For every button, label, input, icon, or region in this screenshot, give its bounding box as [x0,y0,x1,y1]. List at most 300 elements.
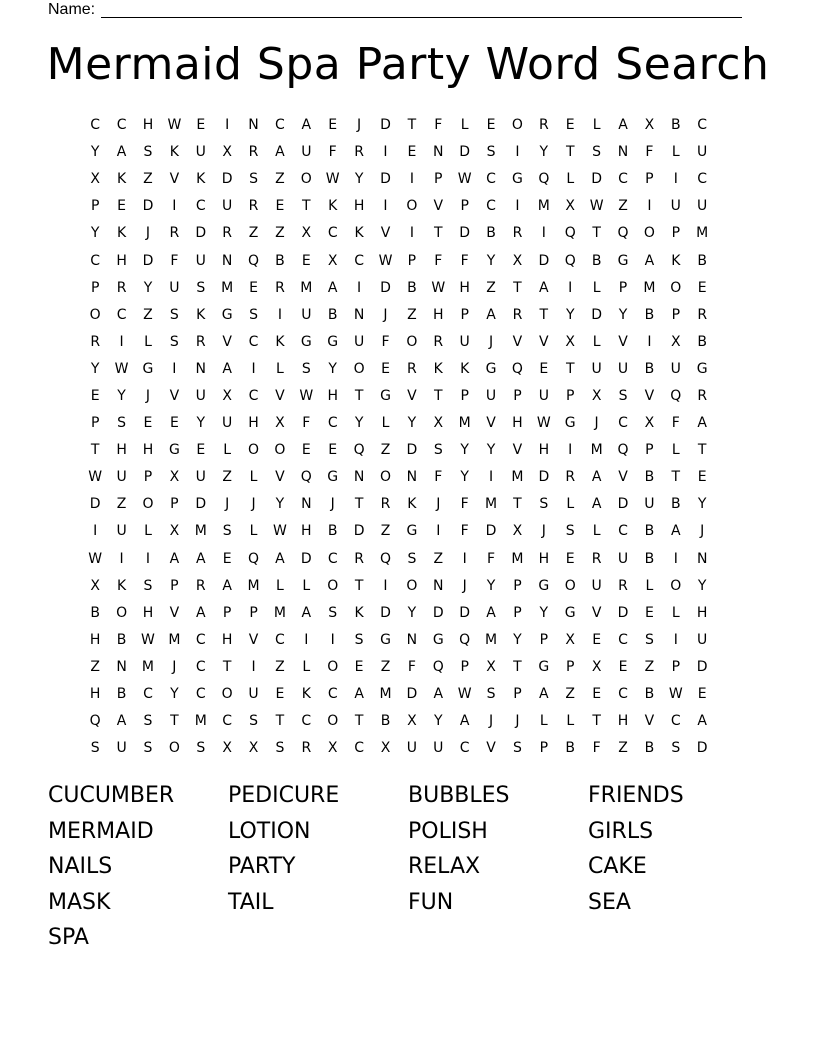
grid-letter: F [671,415,680,432]
grid-letter: T [513,279,522,296]
grid-row [82,437,742,464]
grid-letter: Z [618,198,628,215]
grid-letter: M [458,415,471,432]
grid-letter: U [248,686,259,703]
grid-letter: J [251,496,256,513]
grid-letter: F [487,550,496,567]
grid-letter: V [486,415,496,432]
grid-letter: J [145,225,151,242]
grid-letter: X [591,387,602,404]
grid-letter: Y [539,144,549,161]
grid-letter: U [195,387,206,404]
grid-letter: U [301,144,312,161]
grid-letter: A [486,306,496,323]
grid-letter: J [225,496,230,513]
grid-row [82,220,742,247]
grid-letter: G [564,415,576,432]
grid-letter: P [671,225,681,242]
grid-letter: K [433,360,443,377]
grid-letter: U [301,306,312,323]
grid-letter: W [589,198,604,215]
grid-letter: I [172,198,177,215]
grid-letter: T [565,360,575,377]
grid-letter: O [142,496,154,513]
grid-letter: P [170,577,179,594]
grid-letter: M [273,604,286,621]
grid-letter: L [592,333,601,350]
grid-letter: I [383,198,388,215]
grid-letter: A [486,604,496,621]
grid-letter: E [328,442,338,459]
grid-letter: Y [486,252,496,269]
grid-letter: W [167,117,182,134]
grid-letter: X [327,740,338,757]
grid-letter: U [670,360,681,377]
grid-letter: J [383,306,388,323]
grid-letter: T [513,658,522,675]
grid-letter: S [592,144,602,161]
grid-letter: H [696,604,708,621]
grid-letter: N [353,306,365,323]
grid-letter: U [591,577,602,594]
grid-letter: M [194,713,207,730]
grid-letter: K [116,577,127,594]
grid-letter: Q [538,171,550,188]
grid-letter: F [434,117,443,134]
grid-letter: Y [565,306,575,323]
grid-letter: Q [564,225,576,242]
grid-letter: R [512,306,523,323]
grid-letter: R [169,225,180,242]
grid-letter: D [591,306,602,323]
grid-letter: J [357,117,362,134]
grid-letter: X [222,740,232,757]
grid-letter: V [275,387,285,404]
grid-letter: S [90,740,100,757]
grid-letter: D [538,252,550,269]
grid-letter: O [406,333,418,350]
grid-letter: I [673,171,678,188]
grid-letter: C [248,387,259,404]
grid-letter: Y [354,415,364,432]
grid-letter: Q [300,469,312,486]
grid-letter: F [460,252,469,269]
grid-letter: A [671,523,681,540]
grid-letter: G [617,252,629,269]
grid-row [82,518,742,545]
grid-letter: Q [353,442,365,459]
grid-letter: D [300,550,312,567]
word-list-item: POLISH [408,818,488,844]
grid-letter: M [643,279,656,296]
grid-letter: C [275,631,285,648]
grid-letter: T [697,442,707,459]
grid-letter: Z [275,225,285,242]
grid-letter: Q [432,658,444,675]
grid-letter: X [169,469,180,486]
grid-letter: X [591,658,602,675]
word-list-item: PEDICURE [228,783,340,808]
grid-letter: W [668,686,683,703]
word-list-item: MERMAID [48,818,154,844]
grid-letter: T [433,387,443,404]
grid-letter: N [116,658,127,675]
grid-letter: V [512,333,523,350]
grid-row [82,464,742,491]
grid-row [82,302,742,329]
grid-letter: W [457,171,472,188]
grid-letter: I [225,117,230,134]
grid-letter: P [460,306,469,323]
word-list-item: FRIENDS [588,783,684,808]
grid-letter: X [644,415,655,432]
word-list-item: PARTY [228,854,296,880]
grid-letter: E [697,686,707,703]
grid-letter: H [142,604,154,621]
grid-letter: G [327,333,339,350]
grid-row [82,681,742,708]
grid-letter: C [354,740,364,757]
grid-letter: Y [90,225,100,242]
grid-letter: P [513,387,522,404]
grid-letter: X [512,252,523,269]
grid-letter: E [117,198,127,215]
grid-letter: D [617,604,629,621]
grid-letter: V [644,387,655,404]
grid-letter: H [538,442,550,459]
grid-letter: X [512,523,523,540]
grid-letter: D [195,496,207,513]
grid-letter: T [354,713,364,730]
grid-letter: S [169,333,179,350]
grid-letter: E [301,442,311,459]
grid-letter: P [90,279,100,296]
grid-letter: A [539,279,549,296]
grid-letter: W [457,686,472,703]
grid-letter: B [644,686,655,703]
grid-letter: M [168,631,181,648]
grid-letter: P [143,469,153,486]
grid-letter: N [617,144,629,161]
grid-letter: J [488,713,494,730]
word-list-item: SPA [48,925,89,951]
grid-letter: W [88,469,103,486]
grid-letter: B [591,252,602,269]
grid-letter: D [380,117,391,134]
grid-letter: T [354,496,364,513]
grid-letter: S [354,631,364,648]
grid-letter: C [327,225,338,242]
grid-letter: C [143,686,153,703]
grid-letter: S [222,523,232,540]
grid-letter: S [143,577,153,594]
grid-letter: C [327,686,338,703]
grid-letter: E [169,415,179,432]
grid-letter: F [460,523,469,540]
grid-letter: O [511,117,523,134]
grid-row [82,735,742,762]
grid-row [82,573,742,600]
grid-letter: M [485,496,498,513]
grid-letter: Z [248,225,259,242]
word-list [48,778,768,956]
grid-letter: N [248,117,259,134]
grid-letter: E [565,550,575,567]
grid-letter: F [645,144,654,161]
grid-letter: H [617,713,629,730]
grid-letter: N [696,550,708,567]
grid-letter: U [116,523,127,540]
grid-letter: T [170,713,179,730]
word-list-item: NAILS [48,854,113,880]
grid-letter: T [565,144,575,161]
grid-letter: F [381,333,390,350]
grid-letter: P [90,198,100,215]
name-label: Name: [48,1,96,18]
grid-letter: O [406,577,418,594]
grid-letter: H [116,252,127,269]
grid-letter: E [275,198,285,215]
grid-letter: K [328,198,338,215]
grid-letter: Y [143,279,153,296]
grid-letter: C [618,171,628,188]
grid-letter: D [459,604,471,621]
grid-row [82,329,742,356]
grid-letter: D [591,171,602,188]
grid-letter: O [89,306,101,323]
grid-letter: O [406,198,418,215]
grid-letter: T [302,198,311,215]
grid-letter: Z [486,279,496,296]
grid-letter: A [301,604,312,621]
grid-letter: Y [170,686,179,703]
grid-letter: W [114,360,129,377]
grid-letter: X [407,713,417,730]
grid-letter: T [222,658,232,675]
grid-letter: F [434,252,443,269]
grid-letter: H [89,631,101,648]
grid-letter: I [647,333,652,350]
grid-letter: A [697,713,707,730]
grid-letter: P [513,686,522,703]
grid-letter: M [511,550,524,567]
grid-letter: L [566,713,575,730]
grid-letter: X [222,387,232,404]
word-list-item: GIRLS [588,818,654,844]
grid-letter: I [436,523,441,540]
grid-letter: S [407,550,417,567]
grid-letter: C [618,686,628,703]
grid-letter: J [700,523,705,540]
grid-letter: L [671,442,680,459]
grid-letter: B [90,604,100,621]
grid-letter: D [617,496,629,513]
grid-letter: C [195,658,206,675]
grid-letter: M [379,686,392,703]
grid-letter: H [538,550,550,567]
grid-letter: Y [407,604,417,621]
grid-letter: O [327,577,339,594]
grid-letter: X [486,658,496,675]
grid-letter: C [90,117,101,134]
grid-letter: B [644,360,655,377]
grid-letter: R [354,550,364,567]
grid-letter: U [459,333,470,350]
grid-letter: D [696,740,708,757]
grid-letter: Q [248,252,260,269]
grid-letter: M [485,631,498,648]
grid-letter: E [486,117,496,134]
grid-letter: P [460,658,469,675]
grid-letter: K [301,686,311,703]
grid-letter: Y [486,442,496,459]
grid-letter: P [539,740,549,757]
grid-letter: U [485,387,497,404]
grid-letter: D [406,686,418,703]
grid-letter: O [116,604,128,621]
grid-letter: S [249,713,258,730]
grid-letter: S [143,713,153,730]
grid-letter: J [436,496,441,513]
grid-letter: R [195,333,206,350]
grid-letter: C [327,415,338,432]
grid-letter: C [697,171,708,188]
grid-letter: J [541,523,546,540]
grid-letter: F [592,740,601,757]
grid-letter: O [670,279,682,296]
grid-letter: J [145,387,151,404]
grid-letter: U [195,469,206,486]
grid-letter: S [196,740,206,757]
grid-letter: U [195,252,206,269]
grid-letter: C [116,306,127,323]
grid-letter: V [407,387,417,404]
grid-letter: J [594,415,599,432]
grid-letter: L [144,333,152,350]
grid-letter: I [383,577,388,594]
grid-letter: O [327,713,339,730]
grid-letter: Q [564,252,576,269]
grid-letter: A [116,713,127,730]
grid-letter: W [141,631,155,648]
grid-letter: J [172,658,177,675]
grid-letter: B [697,252,707,269]
grid-letter: G [432,631,444,648]
grid-letter: Z [222,469,232,486]
grid-letter: F [434,469,443,486]
grid-letter: A [327,279,338,296]
grid-letter: Z [380,442,391,459]
grid-letter: S [513,740,522,757]
grid-letter: I [119,333,124,350]
grid-letter: C [195,686,206,703]
grid-letter: I [488,469,494,486]
grid-letter: B [644,306,655,323]
grid-letter: X [565,631,576,648]
grid-letter: R [433,333,444,350]
grid-letter: U [538,387,549,404]
grid-letter: E [407,144,417,161]
grid-letter: R [301,740,312,757]
grid-letter: R [512,225,523,242]
grid-letter: P [434,171,443,188]
grid-letter: E [222,550,232,567]
grid-letter: I [515,144,520,161]
grid-letter: E [618,658,628,675]
grid-letter: K [169,144,179,161]
grid-letter: A [644,252,655,269]
grid-letter: W [273,523,287,540]
grid-letter: G [327,469,339,486]
grid-letter: O [353,360,365,377]
grid-letter: P [645,171,654,188]
grid-letter: B [275,252,285,269]
grid-row [82,627,742,654]
grid-letter: I [515,198,520,215]
grid-letter: Z [275,658,285,675]
grid-letter: Y [275,496,285,513]
grid-letter: S [169,306,179,323]
grid-letter: V [486,740,496,757]
grid-letter: Q [617,442,629,459]
grid-letter: X [565,198,576,215]
grid-letter: Y [697,496,707,513]
grid-letter: D [485,523,497,540]
grid-letter: K [116,171,127,188]
grid-letter: B [116,686,127,703]
grid-letter: M [221,279,234,296]
grid-letter: P [513,604,522,621]
grid-letter: D [195,225,207,242]
grid-letter: L [671,144,680,161]
grid-letter: X [565,333,576,350]
grid-letter: J [488,333,494,350]
grid-letter: L [223,442,232,459]
grid-letter: J [330,496,335,513]
grid-letter: M [141,658,155,675]
grid-letter: Q [379,550,391,567]
grid-row [82,356,742,383]
grid-letter: H [248,415,259,432]
grid-row [82,410,742,437]
grid-letter: C [301,713,312,730]
grid-letter: R [697,387,708,404]
grid-letter: V [380,225,391,242]
grid-letter: V [248,631,259,648]
grid-letter: H [353,198,365,215]
grid-letter: B [644,523,655,540]
grid-letter: F [170,252,179,269]
grid-letter: K [275,333,285,350]
grid-letter: P [90,415,100,432]
grid-letter: U [222,198,233,215]
grid-letter: O [168,740,180,757]
grid-letter: X [644,117,655,134]
grid-letter: A [301,117,312,134]
grid-row [82,708,742,735]
grid-letter: F [407,658,416,675]
grid-letter: R [116,279,127,296]
grid-letter: Y [90,144,100,161]
grid-letter: Y [90,360,100,377]
grid-letter: A [116,144,127,161]
grid-letter: A [195,604,206,621]
grid-letter: V [169,604,180,621]
grid-letter: R [380,496,391,513]
grid-letter: R [354,144,364,161]
grid-letter: C [248,333,259,350]
grid-letter: U [433,740,444,757]
